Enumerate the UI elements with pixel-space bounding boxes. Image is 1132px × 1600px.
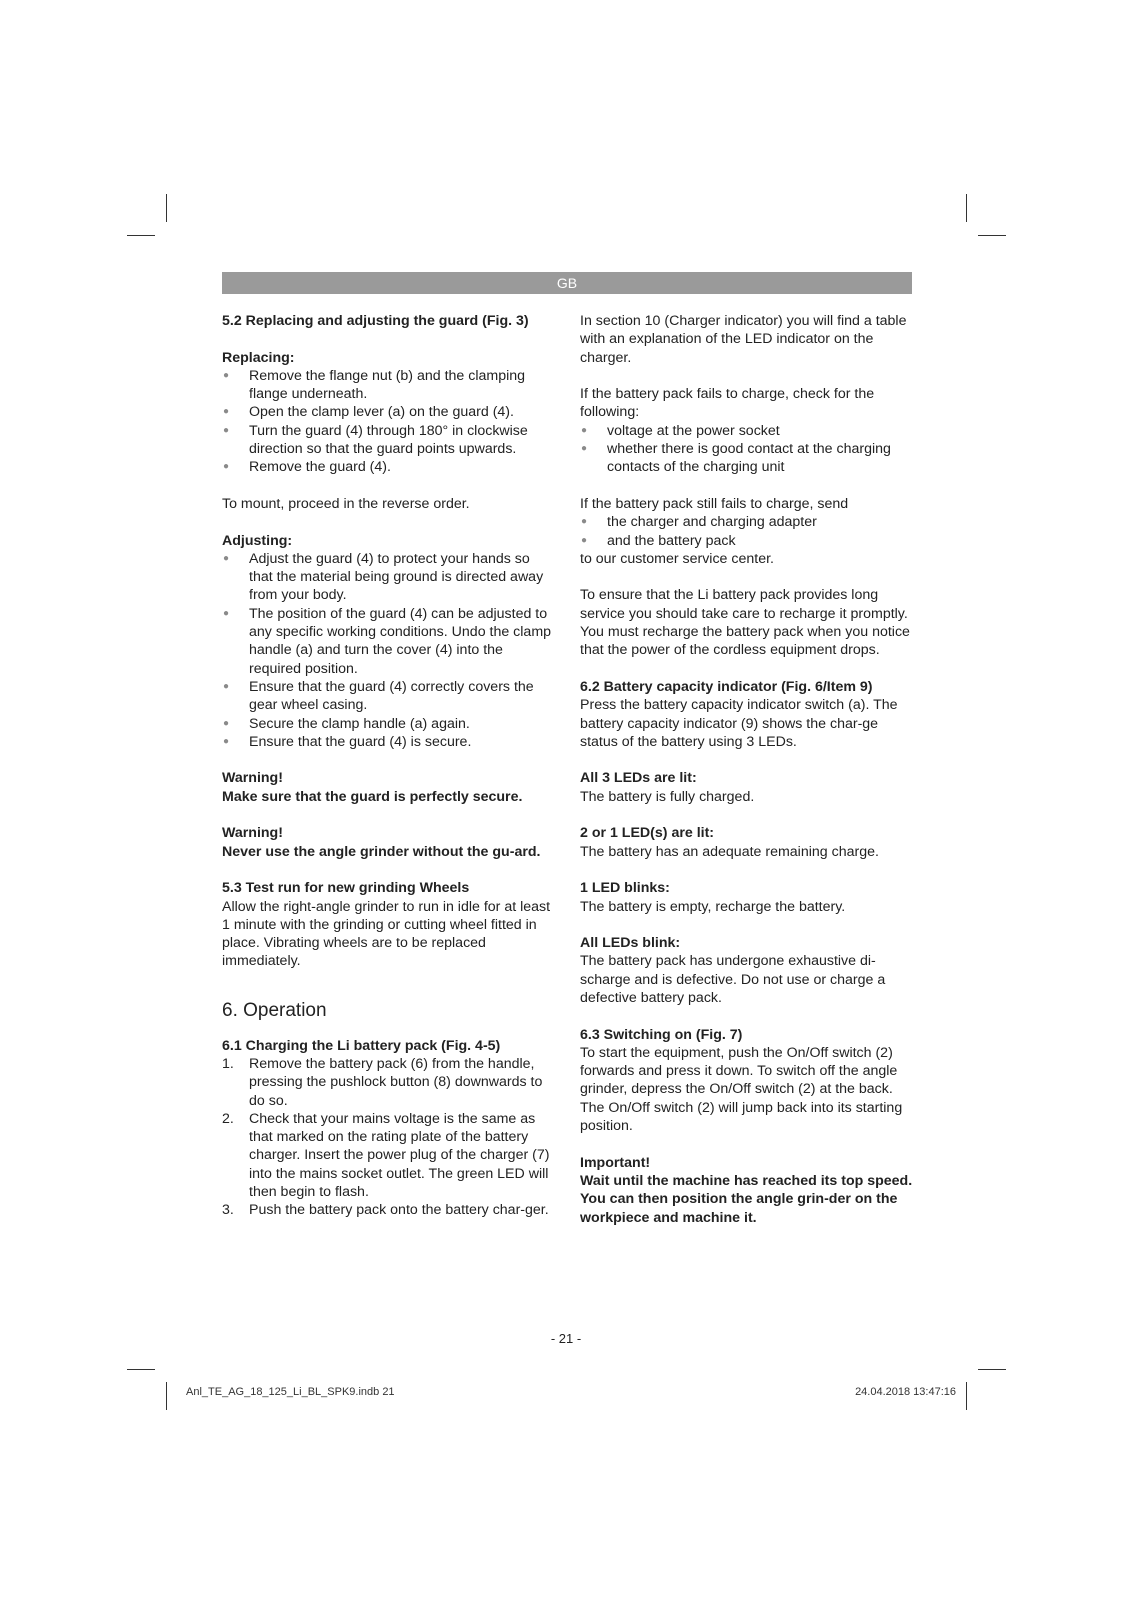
adjusting-label: Adjusting: [222, 532, 293, 549]
one-led-blinks-text: The battery is empty, recharge the battery. [580, 898, 846, 915]
list-item: ● Adjust the guard (4) to protect your hands so that the material being ground is directed away from your body. [222, 550, 557, 605]
mount-text: To mount, proceed in the reverse order. [222, 495, 470, 512]
crop-mark-top-left-horizontal [127, 235, 155, 236]
section-5-3-text: Allow the right-angle grinder to run in idle for at least 1 minute with the grinding or cutting wheel fitted in place. Vibrating wheels are to be replaced immediately. [222, 898, 551, 970]
all-leds-lit-label: All 3 LEDs are lit: [580, 770, 697, 787]
list-item: ● and the battery pack [580, 532, 915, 550]
section-6-3-text: To start the equipment, push the On/Off switch (2) forwards and press it down. To switch off the angle grinder, depress the On/Off switch (2) at the back. The On/Off switch (2) will jump back into its starting position. [580, 1044, 903, 1135]
left-column [222, 312, 557, 1220]
crop-mark-top-left-vertical [166, 194, 167, 222]
send-list [580, 513, 915, 550]
warning-2-label: Warning! [222, 825, 283, 842]
list-item: ● The position of the guard (4) can be adjusted to any specific working conditions. Undo the clamp handle (a) and turn the cover (4) into the required position. [222, 605, 557, 678]
list-item: ● Remove the guard (4). [222, 458, 557, 476]
replacing-list [222, 367, 557, 477]
crop-mark-top-right-horizontal [978, 235, 1006, 236]
list-item: ● Ensure that the guard (4) is secure. [222, 733, 557, 751]
step-number: 1. [222, 1055, 234, 1072]
crop-mark-bottom-left-horizontal [127, 1369, 155, 1370]
section-6-title: 6. Operation [222, 999, 327, 1021]
warning-1-label: Warning! [222, 770, 283, 787]
list-item [222, 1055, 557, 1110]
step-number: 2. [222, 1110, 234, 1127]
replacing-label: Replacing: [222, 349, 295, 366]
list-item: ● Turn the guard (4) through 180° in clockwise direction so that the guard points upwards. [222, 422, 557, 459]
language-label: GB [556, 275, 578, 291]
service-text: to our customer service center. [580, 550, 774, 567]
crop-mark-bottom-right-horizontal [978, 1369, 1006, 1370]
list-item [222, 1201, 557, 1219]
section-5-3-title: 5.3 Test run for new grinding Wheels [222, 880, 470, 897]
crop-mark-bottom-left-vertical [166, 1382, 167, 1410]
charger-intro-text: In section 10 (Charger indicator) you will find a table with an explanation of the LED indicator on the charger. [580, 313, 907, 366]
charging-steps-list [222, 1055, 557, 1220]
step-text: Check that your mains voltage is the same as that marked on the rating plate of the battery charger. Insert the power plug of the charger (7) into the mains socket outlet. The green LED will then begin to flash. [249, 1110, 550, 1201]
ensure-text: To ensure that the Li battery pack provides long service you should take care to recharge it promptly. You must recharge the battery pack when you notice that the power of the cordless equipment drops. [580, 587, 910, 659]
list-item: ● Ensure that the guard (4) correctly covers the gear wheel casing. [222, 678, 557, 715]
list-item [222, 1110, 557, 1201]
footer-datetime: 24.04.2018 13:47:16 [855, 1386, 956, 1398]
step-number: 3. [222, 1202, 234, 1219]
section-6-2-title: 6.2 Battery capacity indicator (Fig. 6/Item 9) [580, 678, 873, 695]
fails-list [580, 422, 915, 477]
list-item: ● Remove the flange nut (b) and the clamping flange underneath. [222, 367, 557, 404]
language-header-bar [222, 272, 912, 294]
still-fails-text: If the battery pack still fails to charge, send [580, 495, 849, 512]
important-label: Important! [580, 1154, 651, 1171]
footer-file-name: Anl_TE_AG_18_125_Li_BL_SPK9.indb 21 [186, 1386, 395, 1398]
list-item: ● whether there is good contact at the charging contacts of the charging unit [580, 440, 915, 477]
warning-2-text: Never use the angle grinder without the gu-ard. [222, 843, 541, 860]
list-item: ● Open the clamp lever (a) on the guard (4). [222, 403, 557, 421]
step-text: Push the battery pack onto the battery char-ger. [249, 1202, 549, 1219]
one-led-blinks-label: 1 LED blinks: [580, 880, 670, 897]
section-5-2-title: 5.2 Replacing and adjusting the guard (Fig. 3) [222, 313, 529, 329]
section-6-3-title: 6.3 Switching on (Fig. 7) [580, 1026, 743, 1043]
list-item: ● Secure the clamp handle (a) again. [222, 715, 557, 733]
section-6-2-text: Press the battery capacity indicator switch (a). The battery capacity indicator (9) shows the char-ge status of the battery using 3 LEDs. [580, 697, 898, 750]
two-one-leds-text: The battery has an adequate remaining charge. [580, 843, 879, 860]
right-column [580, 312, 915, 1227]
all-leds-blink-text: The battery pack has undergone exhaustive di-scharge and is defective. Do not use or charge a defective battery pack. [580, 953, 886, 1006]
fails-text: If the battery pack fails to charge, check for the following: [580, 386, 875, 421]
important-text: Wait until the machine has reached its top speed. You can then position the angle grin-der on the workpiece and machine it. [580, 1172, 913, 1226]
all-leds-lit-text: The battery is fully charged. [580, 788, 755, 805]
crop-mark-top-right-vertical [966, 194, 967, 222]
step-text: Remove the battery pack (6) from the handle, pressing the pushlock button (8) downwards to do so. [249, 1055, 543, 1109]
list-item: ● voltage at the power socket [580, 422, 915, 440]
section-6-1-title: 6.1 Charging the Li battery pack (Fig. 4-5) [222, 1037, 501, 1054]
warning-1-text: Make sure that the guard is perfectly secure. [222, 788, 523, 805]
adjusting-list [222, 550, 557, 751]
page-number: - 21 - [550, 1331, 582, 1346]
all-leds-blink-label: All LEDs blink: [580, 935, 681, 952]
two-one-leds-label: 2 or 1 LED(s) are lit: [580, 825, 715, 842]
crop-mark-bottom-right-vertical [966, 1382, 967, 1410]
list-item: ● the charger and charging adapter [580, 513, 915, 531]
